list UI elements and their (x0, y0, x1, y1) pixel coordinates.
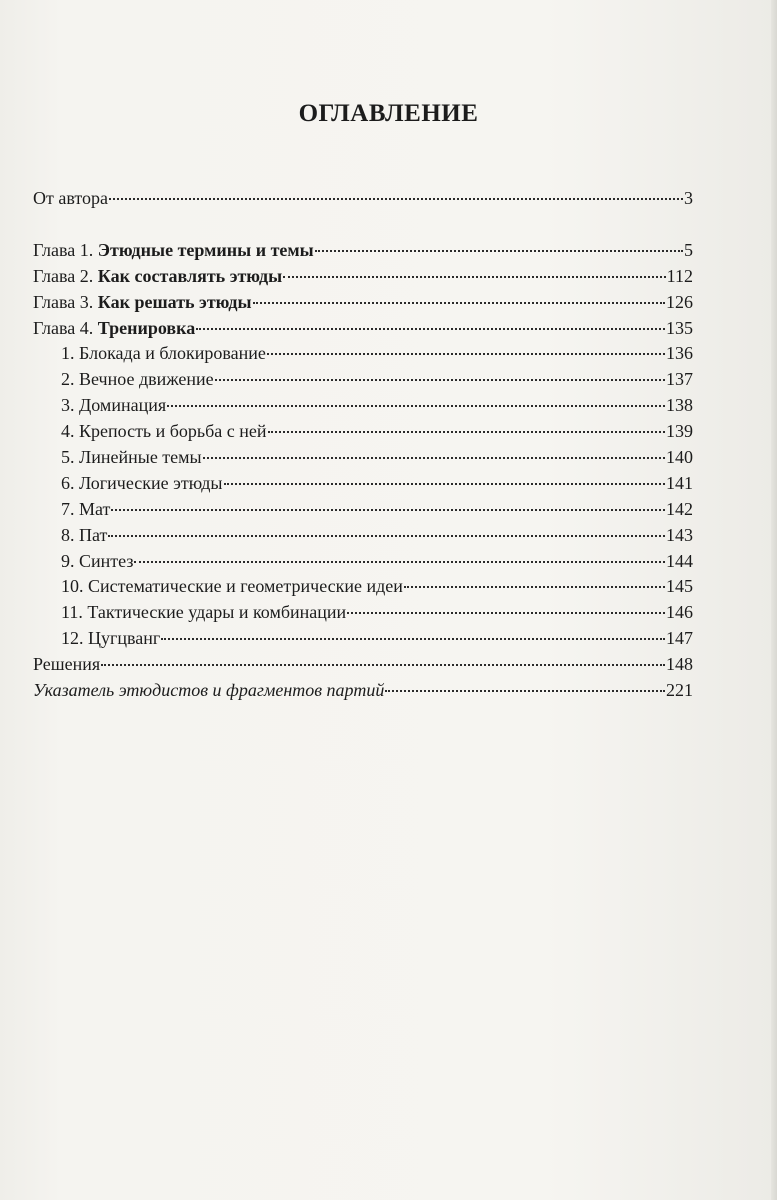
leader-dots (385, 690, 665, 692)
toc-entry-label: 3. Доминация (61, 395, 167, 416)
toc-entry-page: 142 (666, 498, 693, 519)
page-edge (771, 0, 777, 1200)
leader-dots (268, 431, 665, 433)
toc-entry-label: Решения (33, 654, 101, 675)
chapter-number: Глава 3. (33, 291, 98, 312)
toc-entry-label: 9. Синтез (61, 550, 134, 571)
toc-entry-page: 5 (684, 239, 693, 260)
toc-entry-chapter-2[interactable] (33, 264, 693, 290)
toc-entry-section[interactable] (33, 471, 693, 497)
toc-entry-label: 6. Логические этюды (61, 472, 223, 493)
toc-entry-section[interactable] (33, 367, 693, 393)
toc-entry-solutions[interactable] (33, 652, 693, 678)
leader-dots (404, 586, 665, 588)
leader-dots (109, 198, 683, 200)
leader-dots (161, 638, 665, 640)
toc-entry-index[interactable] (33, 678, 693, 704)
toc-entry-page: 136 (666, 343, 693, 364)
chapter-number: Глава 4. (33, 317, 98, 338)
table-of-contents (33, 186, 693, 704)
toc-entry-section[interactable] (33, 549, 693, 575)
toc-entry-page: 139 (666, 421, 693, 442)
toc-entry-section[interactable] (33, 626, 693, 652)
leader-dots (315, 250, 683, 252)
toc-entry-section[interactable] (33, 393, 693, 419)
leader-dots (134, 561, 665, 563)
toc-entry-label: 11. Тактические удары и комбинации (61, 602, 347, 623)
toc-entry-label: Этюдные термины и темы (97, 239, 314, 260)
leader-dots (167, 405, 665, 407)
leader-dots (267, 353, 665, 355)
leader-dots (108, 535, 665, 537)
toc-entry-page: 147 (666, 628, 693, 649)
toc-entry-label: 4. Крепость и борьба с ней (61, 421, 267, 442)
toc-entry-label: Как составлять этюды (97, 265, 283, 286)
leader-dots (101, 664, 665, 666)
toc-entry-label: Указатель этюдистов и фрагментов партий (33, 680, 385, 701)
leader-dots (253, 302, 665, 304)
toc-entry-page: 135 (666, 317, 693, 338)
leader-dots (224, 483, 666, 485)
toc-entry-section[interactable] (33, 600, 693, 626)
toc-entry-label: Как решать этюды (97, 291, 252, 312)
leader-dots (347, 612, 665, 614)
toc-entry-section[interactable] (33, 574, 693, 600)
toc-entry-page: 148 (666, 654, 693, 675)
toc-entry-chapter-3[interactable] (33, 290, 693, 316)
toc-entry-label: 8. Пат (61, 524, 108, 545)
page-title: ОГЛАВЛЕНИЕ (298, 100, 479, 127)
leader-dots (111, 509, 665, 511)
leader-dots (196, 328, 665, 330)
toc-entry-page: 3 (684, 188, 693, 208)
toc-entry-label: Тренировка (97, 317, 196, 338)
toc-entry-page: 141 (666, 472, 693, 493)
toc-entry-section[interactable] (33, 445, 693, 471)
leader-dots (215, 379, 665, 381)
toc-entry-author[interactable] (33, 186, 693, 212)
toc-entry-label: 7. Мат (61, 498, 111, 519)
leader-dots (203, 457, 665, 459)
toc-entry-label: 5. Линейные темы (61, 447, 202, 468)
toc-entry-section[interactable] (33, 497, 693, 523)
toc-entry-page: 112 (666, 265, 693, 286)
toc-entry-page: 143 (666, 524, 693, 545)
toc-entry-section[interactable] (33, 419, 693, 445)
toc-entry-page: 126 (666, 291, 693, 312)
toc-entry-page: 221 (666, 680, 693, 701)
toc-entry-section[interactable] (33, 523, 693, 549)
toc-entry-chapter-4[interactable] (33, 316, 693, 342)
toc-entry-page: 146 (666, 602, 693, 623)
leader-dots (283, 276, 665, 278)
toc-entry-label: 10. Систематические и геометрические идеи (61, 576, 403, 597)
toc-entry-chapter-1[interactable] (33, 238, 693, 264)
toc-entry-label: 12. Цугцванг (61, 628, 161, 649)
toc-entry-label: 1. Блокада и блокирование (61, 343, 266, 364)
toc-entry-page: 140 (666, 447, 693, 468)
toc-entry-label: От автора (33, 188, 109, 208)
toc-entry-page: 137 (666, 369, 693, 390)
toc-entry-page: 145 (666, 576, 693, 597)
toc-entry-label: 2. Вечное движение (61, 369, 214, 390)
chapter-number: Глава 2. (33, 265, 98, 286)
chapter-number: Глава 1. (33, 239, 98, 260)
toc-entry-page: 138 (666, 395, 693, 416)
toc-entry-page: 144 (666, 550, 693, 571)
toc-entry-section[interactable] (33, 341, 693, 367)
